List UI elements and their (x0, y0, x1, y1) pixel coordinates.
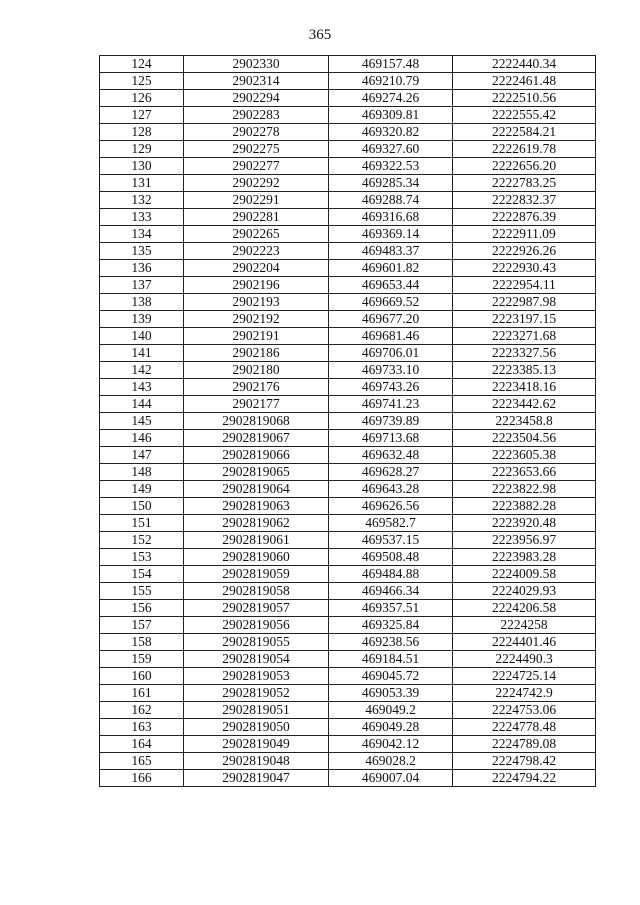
table-row (100, 362, 596, 379)
x-coordinate-cell: 469626.56 (329, 498, 453, 515)
y-coordinate-cell: 2224725.14 (453, 668, 596, 685)
point-id-cell: 2902819049 (184, 736, 329, 753)
point-id-cell: 2902819061 (184, 532, 329, 549)
y-coordinate-cell: 2222987.98 (453, 294, 596, 311)
point-id-cell: 2902819047 (184, 770, 329, 787)
table-row (100, 566, 596, 583)
y-coordinate-cell: 2222461.48 (453, 73, 596, 90)
point-number-cell: 157 (100, 617, 184, 634)
x-coordinate-cell: 469238.56 (329, 634, 453, 651)
y-coordinate-cell: 2224798.42 (453, 753, 596, 770)
x-coordinate-cell: 469706.01 (329, 345, 453, 362)
point-id-cell: 2902292 (184, 175, 329, 192)
coordinates-table (99, 55, 596, 787)
point-number-cell: 131 (100, 175, 184, 192)
table-row (100, 617, 596, 634)
table-row (100, 141, 596, 158)
x-coordinate-cell: 469369.14 (329, 226, 453, 243)
point-id-cell: 2902265 (184, 226, 329, 243)
point-number-cell: 144 (100, 396, 184, 413)
point-number-cell: 148 (100, 464, 184, 481)
y-coordinate-cell: 2223822.98 (453, 481, 596, 498)
y-coordinate-cell: 2223327.56 (453, 345, 596, 362)
table-row (100, 328, 596, 345)
y-coordinate-cell: 2222656.20 (453, 158, 596, 175)
y-coordinate-cell: 2222832.37 (453, 192, 596, 209)
point-id-cell: 2902819063 (184, 498, 329, 515)
point-number-cell: 149 (100, 481, 184, 498)
point-number-cell: 138 (100, 294, 184, 311)
table-row (100, 243, 596, 260)
y-coordinate-cell: 2224753.06 (453, 702, 596, 719)
y-coordinate-cell: 2224258 (453, 617, 596, 634)
table-row (100, 634, 596, 651)
point-number-cell: 137 (100, 277, 184, 294)
point-id-cell: 2902291 (184, 192, 329, 209)
y-coordinate-cell: 2223956.97 (453, 532, 596, 549)
table-row (100, 498, 596, 515)
table-row (100, 481, 596, 498)
table-row (100, 430, 596, 447)
point-id-cell: 2902196 (184, 277, 329, 294)
y-coordinate-cell: 2222926.26 (453, 243, 596, 260)
y-coordinate-cell: 2223605.38 (453, 447, 596, 464)
x-coordinate-cell: 469316.68 (329, 209, 453, 226)
point-number-cell: 130 (100, 158, 184, 175)
y-coordinate-cell: 2223271.68 (453, 328, 596, 345)
point-id-cell: 2902192 (184, 311, 329, 328)
y-coordinate-cell: 2224778.48 (453, 719, 596, 736)
point-id-cell: 2902819065 (184, 464, 329, 481)
point-number-cell: 145 (100, 413, 184, 430)
y-coordinate-cell: 2223882.28 (453, 498, 596, 515)
point-number-cell: 166 (100, 770, 184, 787)
point-number-cell: 152 (100, 532, 184, 549)
table-row (100, 345, 596, 362)
x-coordinate-cell: 469466.34 (329, 583, 453, 600)
x-coordinate-cell: 469285.34 (329, 175, 453, 192)
point-number-cell: 154 (100, 566, 184, 583)
x-coordinate-cell: 469713.68 (329, 430, 453, 447)
point-id-cell: 2902819054 (184, 651, 329, 668)
table-row (100, 719, 596, 736)
point-id-cell: 2902819066 (184, 447, 329, 464)
point-number-cell: 125 (100, 73, 184, 90)
x-coordinate-cell: 469042.12 (329, 736, 453, 753)
x-coordinate-cell: 469537.15 (329, 532, 453, 549)
point-number-cell: 139 (100, 311, 184, 328)
point-number-cell: 164 (100, 736, 184, 753)
point-number-cell: 124 (100, 56, 184, 73)
table-row (100, 447, 596, 464)
point-number-cell: 140 (100, 328, 184, 345)
x-coordinate-cell: 469007.04 (329, 770, 453, 787)
table-row (100, 107, 596, 124)
y-coordinate-cell: 2222619.78 (453, 141, 596, 158)
y-coordinate-cell: 2222954.11 (453, 277, 596, 294)
y-coordinate-cell: 2223418.16 (453, 379, 596, 396)
y-coordinate-cell: 2223458.8 (453, 413, 596, 430)
y-coordinate-cell: 2224794.22 (453, 770, 596, 787)
y-coordinate-cell: 2223653.66 (453, 464, 596, 481)
table-row (100, 124, 596, 141)
point-number-cell: 151 (100, 515, 184, 532)
point-id-cell: 2902819052 (184, 685, 329, 702)
y-coordinate-cell: 2223920.48 (453, 515, 596, 532)
point-number-cell: 129 (100, 141, 184, 158)
x-coordinate-cell: 469669.52 (329, 294, 453, 311)
point-id-cell: 2902314 (184, 73, 329, 90)
y-coordinate-cell: 2223442.62 (453, 396, 596, 413)
point-id-cell: 2902819055 (184, 634, 329, 651)
x-coordinate-cell: 469628.27 (329, 464, 453, 481)
x-coordinate-cell: 469327.60 (329, 141, 453, 158)
y-coordinate-cell: 2224742.9 (453, 685, 596, 702)
table-row (100, 736, 596, 753)
coordinates-table-body (100, 56, 596, 787)
x-coordinate-cell: 469743.26 (329, 379, 453, 396)
x-coordinate-cell: 469741.23 (329, 396, 453, 413)
point-number-cell: 141 (100, 345, 184, 362)
x-coordinate-cell: 469274.26 (329, 90, 453, 107)
table-row (100, 277, 596, 294)
x-coordinate-cell: 469045.72 (329, 668, 453, 685)
table-row (100, 753, 596, 770)
table-row (100, 685, 596, 702)
point-number-cell: 142 (100, 362, 184, 379)
point-id-cell: 2902819053 (184, 668, 329, 685)
table-row (100, 158, 596, 175)
y-coordinate-cell: 2222440.34 (453, 56, 596, 73)
y-coordinate-cell: 2222783.25 (453, 175, 596, 192)
table-row (100, 192, 596, 209)
y-coordinate-cell: 2222911.09 (453, 226, 596, 243)
point-id-cell: 2902277 (184, 158, 329, 175)
point-number-cell: 128 (100, 124, 184, 141)
table-row (100, 260, 596, 277)
point-id-cell: 2902330 (184, 56, 329, 73)
point-id-cell: 2902819060 (184, 549, 329, 566)
y-coordinate-cell: 2222876.39 (453, 209, 596, 226)
x-coordinate-cell: 469653.44 (329, 277, 453, 294)
y-coordinate-cell: 2224789.08 (453, 736, 596, 753)
point-number-cell: 132 (100, 192, 184, 209)
table-row (100, 668, 596, 685)
point-id-cell: 2902193 (184, 294, 329, 311)
point-number-cell: 143 (100, 379, 184, 396)
table-row (100, 56, 596, 73)
y-coordinate-cell: 2224401.46 (453, 634, 596, 651)
point-id-cell: 2902186 (184, 345, 329, 362)
point-id-cell: 2902283 (184, 107, 329, 124)
point-number-cell: 159 (100, 651, 184, 668)
point-id-cell: 2902819057 (184, 600, 329, 617)
y-coordinate-cell: 2223197.15 (453, 311, 596, 328)
point-id-cell: 2902191 (184, 328, 329, 345)
table-row (100, 583, 596, 600)
table-row (100, 702, 596, 719)
point-id-cell: 2902176 (184, 379, 329, 396)
point-id-cell: 2902177 (184, 396, 329, 413)
table-row (100, 73, 596, 90)
point-number-cell: 165 (100, 753, 184, 770)
x-coordinate-cell: 469053.39 (329, 685, 453, 702)
x-coordinate-cell: 469677.20 (329, 311, 453, 328)
point-number-cell: 147 (100, 447, 184, 464)
y-coordinate-cell: 2222584.21 (453, 124, 596, 141)
table-row (100, 226, 596, 243)
point-number-cell: 135 (100, 243, 184, 260)
point-number-cell: 161 (100, 685, 184, 702)
point-number-cell: 155 (100, 583, 184, 600)
table-row (100, 379, 596, 396)
y-coordinate-cell: 2224206.58 (453, 600, 596, 617)
point-number-cell: 146 (100, 430, 184, 447)
table-row (100, 651, 596, 668)
point-number-cell: 156 (100, 600, 184, 617)
table-row (100, 294, 596, 311)
x-coordinate-cell: 469288.74 (329, 192, 453, 209)
x-coordinate-cell: 469325.84 (329, 617, 453, 634)
point-number-cell: 162 (100, 702, 184, 719)
table-row (100, 175, 596, 192)
x-coordinate-cell: 469210.79 (329, 73, 453, 90)
y-coordinate-cell: 2224009.58 (453, 566, 596, 583)
point-id-cell: 2902819058 (184, 583, 329, 600)
x-coordinate-cell: 469322.53 (329, 158, 453, 175)
x-coordinate-cell: 469508.48 (329, 549, 453, 566)
x-coordinate-cell: 469483.37 (329, 243, 453, 260)
x-coordinate-cell: 469632.48 (329, 447, 453, 464)
point-id-cell: 2902819067 (184, 430, 329, 447)
point-id-cell: 2902275 (184, 141, 329, 158)
point-id-cell: 2902819068 (184, 413, 329, 430)
x-coordinate-cell: 469157.48 (329, 56, 453, 73)
table-row (100, 209, 596, 226)
table-row (100, 464, 596, 481)
y-coordinate-cell: 2223983.28 (453, 549, 596, 566)
x-coordinate-cell: 469733.10 (329, 362, 453, 379)
point-id-cell: 2902180 (184, 362, 329, 379)
x-coordinate-cell: 469184.51 (329, 651, 453, 668)
point-number-cell: 150 (100, 498, 184, 515)
point-id-cell: 2902223 (184, 243, 329, 260)
y-coordinate-cell: 2222930.43 (453, 260, 596, 277)
point-number-cell: 136 (100, 260, 184, 277)
y-coordinate-cell: 2223504.56 (453, 430, 596, 447)
page-number: 365 (308, 27, 332, 43)
table-row (100, 532, 596, 549)
point-number-cell: 127 (100, 107, 184, 124)
table-row (100, 549, 596, 566)
x-coordinate-cell: 469739.89 (329, 413, 453, 430)
point-number-cell: 158 (100, 634, 184, 651)
x-coordinate-cell: 469582.7 (329, 515, 453, 532)
table-row (100, 311, 596, 328)
point-id-cell: 2902819051 (184, 702, 329, 719)
table-row (100, 515, 596, 532)
point-id-cell: 2902294 (184, 90, 329, 107)
x-coordinate-cell: 469357.51 (329, 600, 453, 617)
y-coordinate-cell: 2222555.42 (453, 107, 596, 124)
y-coordinate-cell: 2224029.93 (453, 583, 596, 600)
table-row (100, 600, 596, 617)
point-id-cell: 2902819062 (184, 515, 329, 532)
x-coordinate-cell: 469309.81 (329, 107, 453, 124)
point-number-cell: 134 (100, 226, 184, 243)
point-id-cell: 2902819059 (184, 566, 329, 583)
y-coordinate-cell: 2223385.13 (453, 362, 596, 379)
point-id-cell: 2902278 (184, 124, 329, 141)
y-coordinate-cell: 2222510.56 (453, 90, 596, 107)
x-coordinate-cell: 469643.28 (329, 481, 453, 498)
x-coordinate-cell: 469028.2 (329, 753, 453, 770)
y-coordinate-cell: 2224490.3 (453, 651, 596, 668)
point-number-cell: 133 (100, 209, 184, 226)
table-row (100, 90, 596, 107)
point-number-cell: 126 (100, 90, 184, 107)
point-number-cell: 163 (100, 719, 184, 736)
x-coordinate-cell: 469484.88 (329, 566, 453, 583)
point-id-cell: 2902281 (184, 209, 329, 226)
point-id-cell: 2902819064 (184, 481, 329, 498)
point-number-cell: 160 (100, 668, 184, 685)
point-id-cell: 2902819048 (184, 753, 329, 770)
x-coordinate-cell: 469049.2 (329, 702, 453, 719)
x-coordinate-cell: 469320.82 (329, 124, 453, 141)
table-row (100, 770, 596, 787)
point-id-cell: 2902819050 (184, 719, 329, 736)
x-coordinate-cell: 469681.46 (329, 328, 453, 345)
table-row (100, 396, 596, 413)
table-row (100, 413, 596, 430)
x-coordinate-cell: 469601.82 (329, 260, 453, 277)
point-id-cell: 2902204 (184, 260, 329, 277)
x-coordinate-cell: 469049.28 (329, 719, 453, 736)
point-id-cell: 2902819056 (184, 617, 329, 634)
point-number-cell: 153 (100, 549, 184, 566)
